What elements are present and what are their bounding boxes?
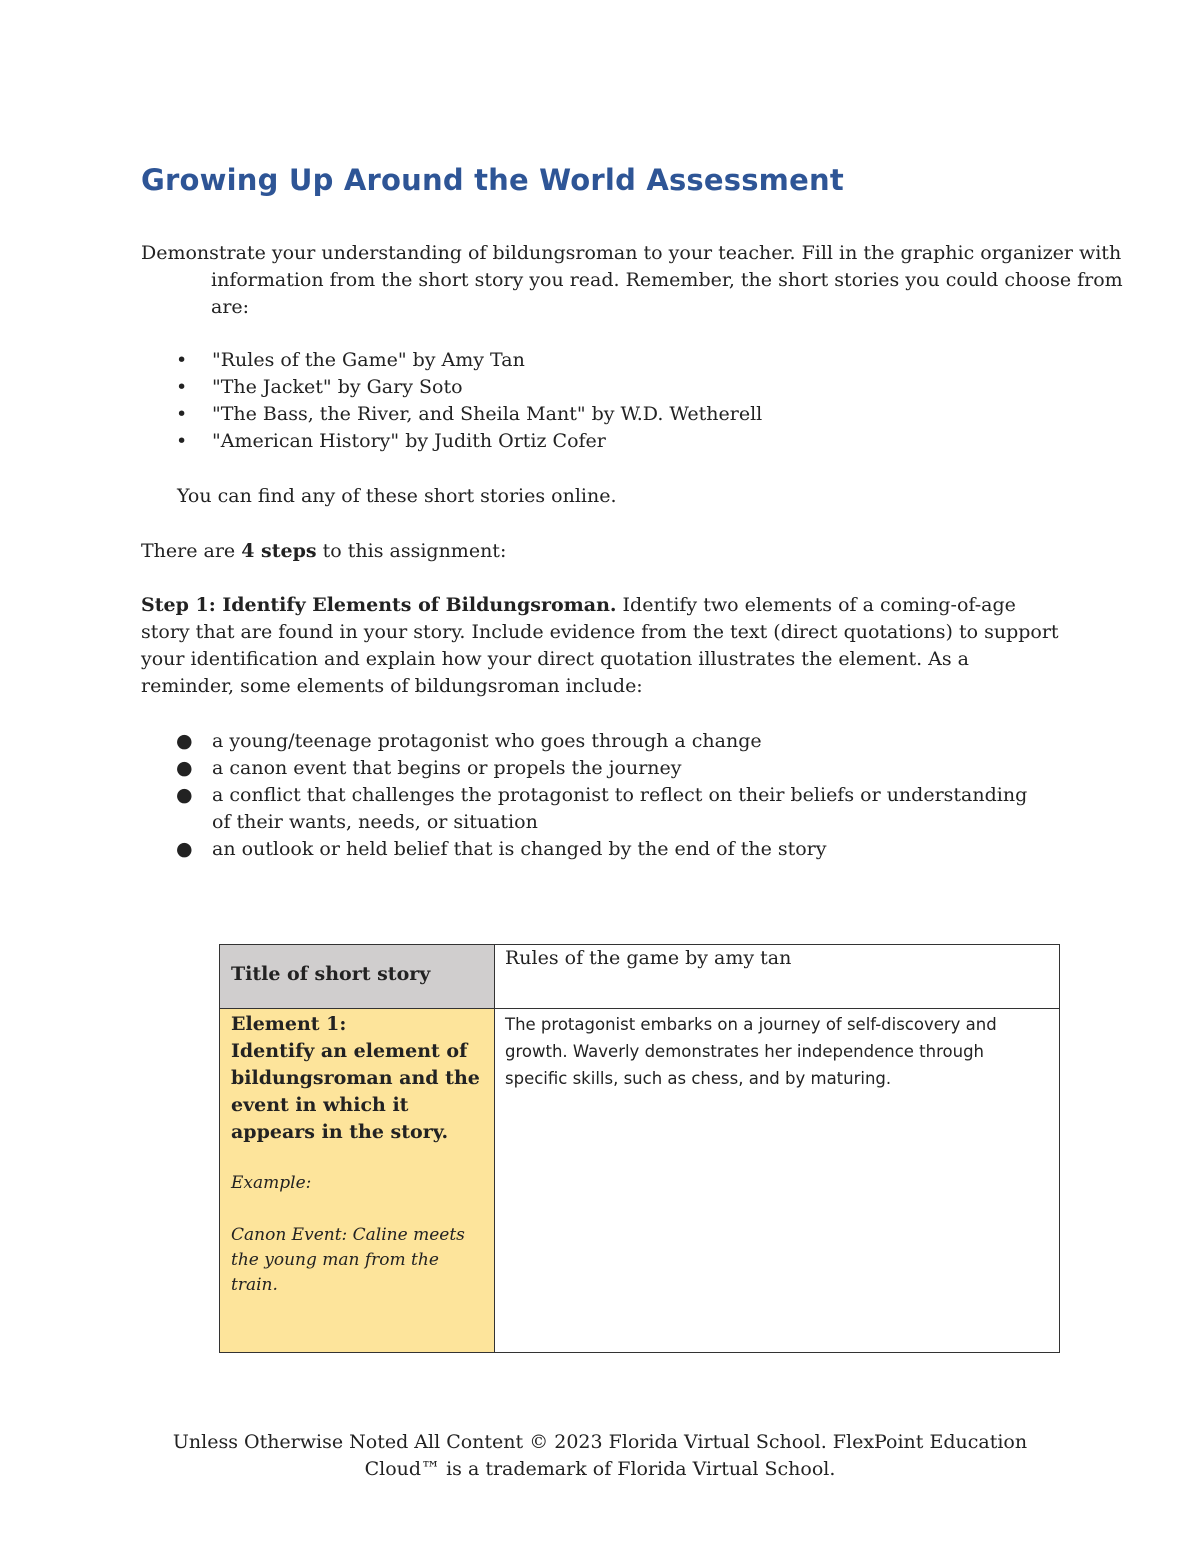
list-item [176,836,1036,863]
element-1-example-text: Canon Event: Caline meets the young man from the train. [231,1225,465,1295]
list-item [176,401,762,428]
story-title: "Rules of the Game" by Amy Tan [212,349,525,371]
list-item [176,428,762,455]
step-1-text: Identify two elements of a coming-of-age story that are found in your story. Include evidence from the text (direct quotations) to support your identification and explain how your direct quotation illustrates the element. As a reminder, some elements of bildungsroman include: [141,594,1059,697]
element-text: a conflict that challenges the protagonist to reflect on their beliefs or understanding of their wants, needs, or situation [212,784,1028,833]
page-title: Growing Up Around the World Assessment [141,163,844,197]
element-text: an outlook or held belief that is changed by the end of the story [212,838,827,860]
graphic-organizer-table [219,944,1060,1353]
element-1-label-cell [220,1009,495,1353]
element-1-example-label: Example: [231,1173,312,1193]
bullet-icon: ● [176,730,193,752]
element-text: a canon event that begins or propels the journey [212,757,682,779]
bullet-icon: ● [176,838,193,860]
steps-count [141,538,1061,565]
online-note: You can find any of these short stories online. [177,485,617,507]
copyright-footer [100,1429,1100,1483]
bullet-icon: • [176,403,188,425]
list-item [176,782,1036,836]
footer-line-2: Cloud™ is a trademark of Florida Virtual School. [364,1458,836,1480]
story-title: "American History" by Judith Ortiz Cofer [212,430,606,452]
intro-paragraph: Demonstrate your understanding of bildungsroman to your teacher. Fill in the graphic organizer with information from the short story you read. Remember, the short stories you could choose from are: [141,242,1123,318]
step-1-heading: Step 1: Identify Elements of Bildungsroman. [141,594,617,616]
list-item [176,347,762,374]
element-1-heading: Element 1: [231,1013,347,1035]
bullet-icon: ● [176,784,193,806]
steps-bold: 4 steps [241,540,317,562]
table-row [220,945,1060,1009]
story-title: "The Jacket" by Gary Soto [212,376,463,398]
steps-suffix: to this assignment: [316,540,507,562]
elements-list [176,728,1036,863]
bullet-icon: • [176,430,188,452]
steps-prefix: There are [141,540,242,562]
list-item [176,755,1036,782]
bullet-icon: • [176,376,188,398]
element-text: a young/teenage protagonist who goes through a change [212,730,762,752]
list-item [176,728,1036,755]
story-title: "The Bass, the River, and Sheila Mant" by W.D. Wetherell [212,403,763,425]
title-value-cell[interactable]: Rules of the game by amy tan [495,945,1060,1009]
footer-line-1: Unless Otherwise Noted All Content © 2023 Florida Virtual School. FlexPoint Education [172,1431,1028,1453]
step-1-paragraph [141,592,1061,700]
bullet-icon: ● [176,757,193,779]
bullet-icon: • [176,349,188,371]
table-row [220,1009,1060,1353]
title-label-cell: Title of short story [220,945,495,1009]
story-list [176,347,762,455]
list-item [176,374,762,401]
element-1-instruction: Identify an element of bildungsroman and the event in which it appears in the story. [231,1040,480,1143]
element-1-answer-cell[interactable]: The protagonist embarks on a journey of self-discovery and growth. Waverly demonstrates her independence through specific skills, such as chess, and by maturing. [495,1009,1060,1353]
